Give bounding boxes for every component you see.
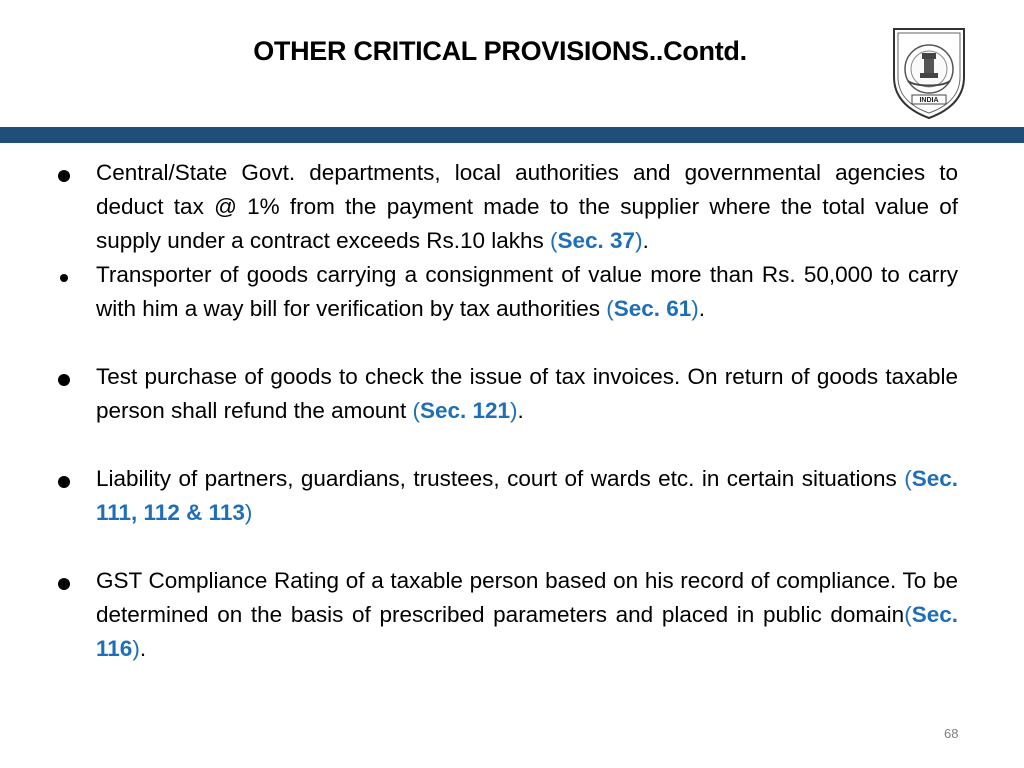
slide-title: OTHER CRITICAL PROVISIONS..Contd. [253, 36, 747, 66]
section-reference: (Sec. 61) [606, 296, 699, 321]
bullet-list [56, 156, 958, 666]
list-item: GST Compliance Rating of a taxable person based on his record of compliance. To be determined on the basis of prescribed parameters and placed in public domain(Sec. 116). [56, 564, 958, 666]
bullet-dot-icon [58, 374, 70, 386]
bullet-dot-icon [58, 170, 70, 182]
section-reference: (Sec. 116) [96, 602, 958, 661]
header-rule [0, 127, 1024, 143]
list-item: Central/State Govt. departments, local authorities and governmental agencies to deduct tax @ 1% from the payment made to the supplier where the total value of supply under a contract exceeds Rs.10 lakhs (Sec. 37). [56, 156, 958, 258]
bullet-dot-icon [60, 274, 68, 282]
list-item: Liability of partners, guardians, trustees, court of wards etc. in certain situations (Sec. 111, 112 & 113) [56, 462, 958, 530]
section-reference: (Sec. 121) [412, 398, 518, 423]
list-item: Test purchase of goods to check the issue of tax invoices. On return of goods taxable person shall refund the amount (Sec. 121). [56, 360, 958, 428]
section-reference: (Sec. 111, 112 & 113) [96, 466, 958, 525]
emblem-logo [888, 25, 970, 121]
section-reference: (Sec. 37) [550, 228, 643, 253]
bullet-dot-icon [58, 476, 70, 488]
bullet-dot-icon [58, 578, 70, 590]
page-number: 68 [944, 726, 959, 741]
list-item: Transporter of goods carrying a consignment of value more than Rs. 50,000 to carry with him a way bill for verification by tax authorities (Sec. 61). [56, 258, 958, 326]
emblem-text: INDIA [919, 97, 939, 104]
